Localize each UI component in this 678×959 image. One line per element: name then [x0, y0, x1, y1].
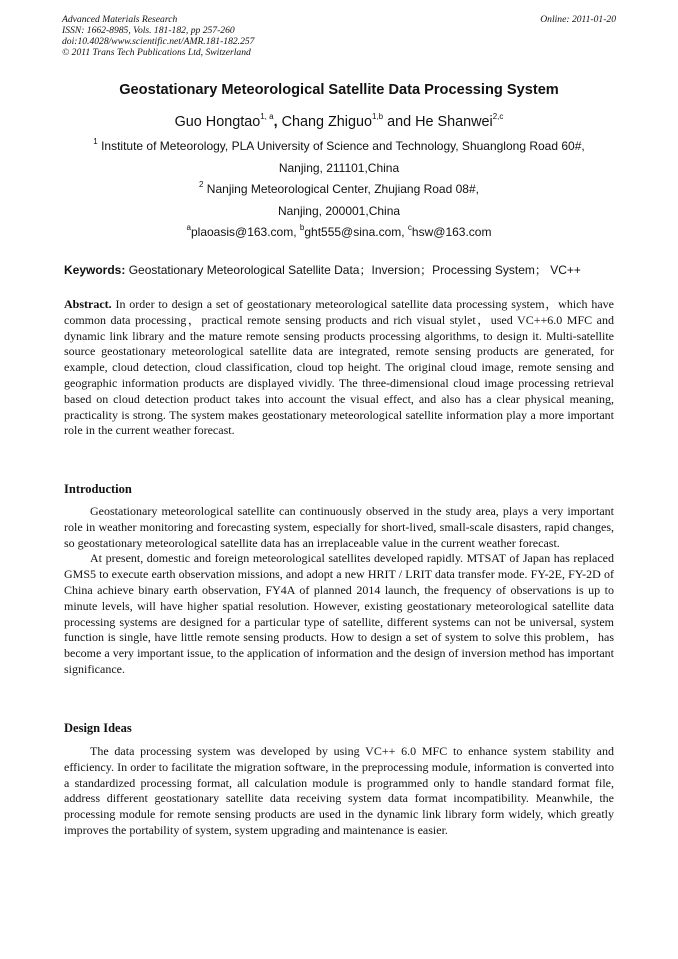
email-mark: c: [407, 223, 412, 232]
author-name: He Shanwei: [415, 114, 493, 130]
author-name: Chang Zhiguo: [281, 114, 372, 130]
affiliation-2: [0, 182, 678, 196]
author-separator: ,: [273, 114, 282, 130]
journal-header: [62, 14, 616, 58]
keywords-label: Keywords:: [64, 263, 126, 277]
issn-line: ISSN: 1662-8985, Vols. 181-182, pp 257-260: [62, 25, 235, 36]
author-affiliation-mark: 1,b: [371, 112, 384, 121]
copyright-line: © 2011 Trans Tech Publications Ltd, Switzerland: [62, 47, 251, 58]
paragraph: At present, domestic and foreign meteorological satellites developed rapidly. MTSAT of Japan has replaced GMS5 to execute earth observation missions, and adopt a new HRIT / LRIT data transfer mode. FY-2E, FY-2D of China achieve binary earth observation, FY4A of planned 2014 launch, the frequency of observations is up to minute levels, will have higher spatial resolution. However, existing geostationary meteorological satellite data processing systems are designed for a particular type of satellite, different systems can not be universal, system function is single, have little remote sensing products. How to design a set of system to solve this problem，has become a very important issue, to the application of information and the design of inversion method has important significance.: [64, 551, 614, 676]
affiliation-text: Nanjing Meteorological Center, Zhujiang Road 08#,: [203, 182, 479, 196]
introduction-body: [64, 504, 614, 678]
email-address: hsw@163.com: [411, 225, 492, 239]
paper-title: Geostationary Meteorological Satellite Data Processing System: [119, 82, 559, 98]
author-separator: and: [383, 114, 416, 130]
design-ideas-body: [64, 744, 614, 839]
email-address: plaoasis@163.com,: [190, 225, 300, 239]
abstract-text: In order to design a set of geostationary meteorological satellite data processing system，which have common data processing，practical remote sensing products and rich visual stylet，used VC++6.0 MFC and dynamic link library and the mature remote sensing products processing algorithms, to design it. Multi-satellite source geostationary meteorological satellite data are integrated, remote sensing products are generated, for example, cloud detection, cloud classification, cloud top height. The original cloud image, remote sensing and geographic information products are displayed vividly. The three-dimensional cloud image processing retrieval based on cloud detection product takes into account the visual effect, and also has a clear physical meaning, practicality is strong. The system makes geostationary meteorological satellite information play a more important role in the current weather forecast.: [64, 297, 614, 438]
keywords: [64, 261, 624, 278]
author-name: Guo Hongtao: [174, 114, 261, 130]
paragraph: The data processing system was developed by using VC++ 6.0 MFC to enhance system stability and efficiency. In order to facilitate the migration software, in the preprocessing module, information is converted into a standardized processing format, all calculation module is programmed only to handle standard format file, address different geostationary satellite data receiving system data format incompatibility. Meanwhile, the processing module for remote sensing products are used in the dynamic link library form widely, which greatly improves the portability of system, system upgrading and maintenance is easier.: [64, 744, 614, 837]
email-line: [0, 225, 678, 239]
journal-name: Advanced Materials Research: [62, 14, 178, 25]
keywords-text: Geostationary Meteorological Satellite Data；Inversion；Processing System； VC++: [125, 263, 581, 277]
online-date: Online: 2011-01-20: [540, 14, 616, 25]
author-list: [0, 114, 678, 130]
affiliation-text: Institute of Meteorology, PLA University of Science and Technology, Shuanglong Road 60#,: [97, 139, 585, 153]
email-address: ght555@sina.com,: [304, 225, 408, 239]
abstract: [64, 297, 614, 439]
section-heading-design-ideas: Design Ideas: [64, 721, 132, 735]
author-affiliation-mark: 2,c: [492, 112, 504, 121]
email-mark: a: [186, 223, 191, 232]
abstract-label: Abstract.: [64, 297, 112, 311]
doi-line: doi:10.4028/www.scientific.net/AMR.181-182.257: [62, 36, 255, 47]
paragraph: Geostationary meteorological satellite can continuously observed in the study area, plays a very important role in weather monitoring and forecasting system, especially for short-lived, small-scale disasters, rapid changes, so geostationary meteorological satellite data has an irreplaceable value in the current weather forecast.: [64, 504, 614, 550]
affiliation-number: 1: [93, 137, 98, 146]
affiliation-2-city: Nanjing, 200001,China: [277, 204, 401, 218]
affiliation-1-city: Nanjing, 211101,China: [278, 161, 400, 175]
email-mark: b: [299, 223, 305, 232]
affiliation-number: 2: [199, 180, 204, 189]
affiliation-1: [0, 139, 678, 153]
author-affiliation-mark: 1, a: [260, 112, 274, 121]
section-heading-introduction: Introduction: [64, 482, 132, 496]
